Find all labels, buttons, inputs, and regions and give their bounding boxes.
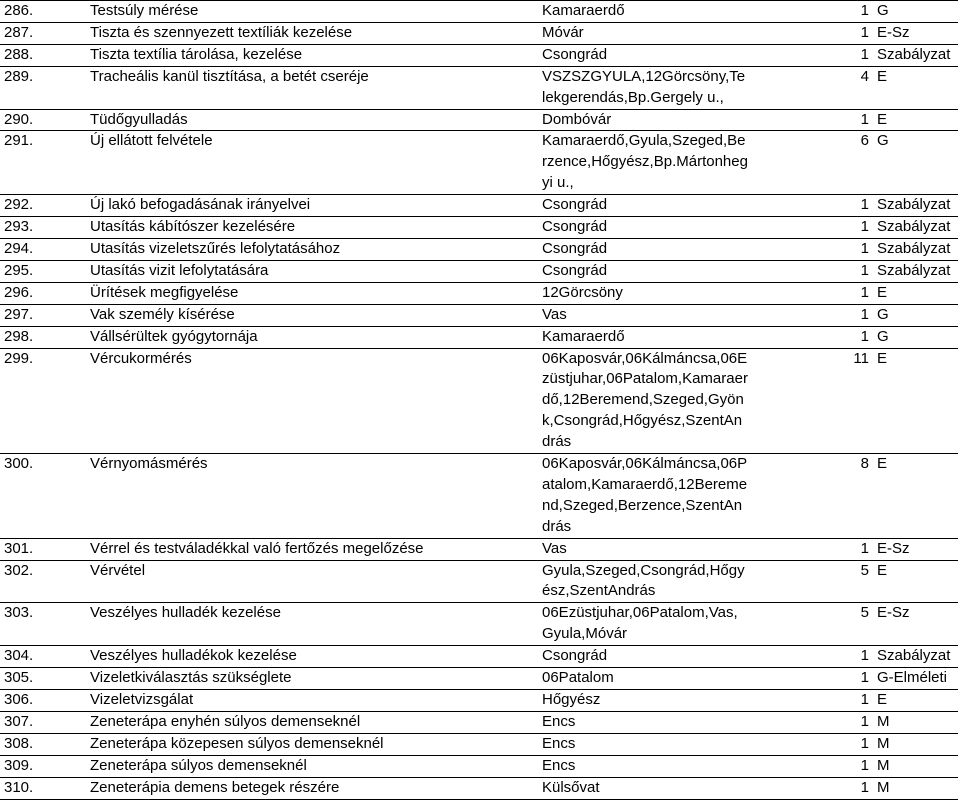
row-number: 293.: [4, 218, 34, 236]
location-cell: [538, 66, 820, 109]
location-line: nd,Szeged,Berzence,SzentAn: [542, 496, 743, 514]
table-row: [0, 733, 958, 755]
location-line: atalom,Kamaraerdő,12Bereme: [542, 475, 748, 493]
location-cell: [538, 777, 820, 799]
location-cell: [538, 711, 820, 733]
table-row: [0, 711, 958, 733]
row-number: 302.: [4, 561, 34, 579]
location-line: k,Csongrád,Hőgyész,SzentAn: [542, 412, 743, 430]
location-cell: [538, 755, 820, 777]
procedure-title: Utasítás vizeletszűrés lefolytatásához: [90, 239, 341, 257]
location-line: ész,SzentAndrás: [542, 582, 656, 600]
location-cell: [538, 326, 820, 348]
procedure-title: Új lakó befogadásának irányelvei: [90, 196, 311, 214]
location-line: drás: [542, 517, 572, 535]
location-line: Kamaraerdő: [542, 2, 625, 19]
location-line: Csongrád: [542, 647, 608, 665]
procedure-title: Új ellátott felvétele: [90, 132, 213, 150]
location-line: Encs: [542, 756, 576, 774]
location-cell: [538, 195, 820, 217]
row-number: 305.: [4, 669, 34, 687]
location-cell: [538, 1, 820, 23]
procedure-title: Vállsérültek gyógytornája: [90, 327, 258, 345]
type-cell: Szabályzat: [877, 239, 951, 257]
location-line: Encs: [542, 734, 576, 752]
table-body: [0, 1, 958, 800]
location-line: 06Patalom: [542, 669, 614, 687]
count-cell: 1: [860, 110, 869, 128]
location-line: Kamaraerdő,Gyula,Szeged,Be: [542, 132, 746, 150]
location-line: Hőgyész: [542, 691, 601, 708]
location-cell: [538, 690, 820, 712]
row-number: 297.: [4, 305, 34, 323]
table-row: [0, 22, 958, 44]
table-row: [0, 260, 958, 282]
procedure-title: Utasítás kábítószer kezelésére: [90, 218, 296, 236]
count-cell: 1: [860, 45, 869, 63]
location-cell: [538, 260, 820, 282]
type-cell: E: [877, 455, 888, 473]
row-number: 301.: [4, 539, 34, 557]
row-number: 291.: [4, 132, 34, 150]
location-line: 06Ezüstjuhar,06Patalom,Vas,: [542, 604, 738, 622]
count-cell: 4: [860, 67, 869, 85]
type-cell: M: [877, 734, 890, 752]
type-cell: E: [877, 67, 888, 85]
row-number: 290.: [4, 110, 34, 128]
type-cell: Szabályzat: [877, 261, 951, 279]
count-cell: 1: [860, 196, 869, 214]
table-row: [0, 668, 958, 690]
row-number: 310.: [4, 778, 34, 796]
row-number: 298.: [4, 327, 34, 345]
type-cell: G: [877, 2, 889, 19]
count-cell: 1: [860, 712, 869, 730]
location-line: Csongrád: [542, 196, 608, 214]
location-line: Csongrád: [542, 261, 608, 279]
location-line: yi u.,: [542, 174, 574, 192]
location-cell: [538, 560, 820, 603]
table-row: [0, 131, 958, 195]
row-number: 300.: [4, 455, 34, 473]
table-row: [0, 1, 958, 23]
type-cell: G: [877, 132, 889, 150]
count-cell: 1: [860, 669, 869, 687]
procedure-title: Veszélyes hulladékok kezelése: [90, 647, 297, 665]
count-cell: 1: [860, 734, 869, 752]
type-cell: E: [877, 110, 888, 128]
table-row: [0, 304, 958, 326]
location-cell: [538, 109, 820, 131]
table-row: [0, 560, 958, 603]
location-line: Csongrád: [542, 45, 608, 63]
type-cell: E-Sz: [877, 23, 910, 41]
type-cell: Szabályzat: [877, 196, 951, 214]
procedure-title: Vizeletvizsgálat: [90, 691, 194, 708]
type-cell: M: [877, 712, 890, 730]
procedure-title: Testsúly mérése: [90, 2, 199, 19]
table-row: [0, 66, 958, 109]
count-cell: 8: [860, 455, 869, 473]
row-number: 308.: [4, 734, 34, 752]
location-cell: [538, 348, 820, 454]
location-cell: [538, 304, 820, 326]
type-cell: G-Elméleti: [877, 669, 948, 687]
procedure-title: Utasítás vizit lefolytatására: [90, 261, 269, 279]
table-row: [0, 690, 958, 712]
location-cell: [538, 733, 820, 755]
row-number: 296.: [4, 283, 34, 301]
row-number: 303.: [4, 604, 34, 622]
row-number: 289.: [4, 67, 34, 85]
location-cell: [538, 217, 820, 239]
procedure-title: Vak személy kísérése: [90, 305, 235, 323]
location-cell: [538, 22, 820, 44]
type-cell: Szabályzat: [877, 218, 951, 236]
table-row: [0, 195, 958, 217]
type-cell: Szabályzat: [877, 647, 951, 665]
location-cell: [538, 668, 820, 690]
procedure-title: Tüdőgyulladás: [90, 110, 188, 128]
count-cell: 1: [860, 691, 869, 708]
count-cell: 1: [860, 218, 869, 236]
row-number: 287.: [4, 23, 34, 41]
procedure-title: Vérrel és testváladékkal való fertőzés megelőzése: [90, 539, 424, 557]
procedure-title: Veszélyes hulladék kezelése: [90, 604, 281, 622]
count-cell: 5: [860, 604, 869, 622]
count-cell: 11: [853, 349, 869, 367]
location-line: drás: [542, 433, 572, 451]
procedure-title: Zeneterápa enyhén súlyos demenseknél: [90, 712, 361, 730]
table-row: [0, 282, 958, 304]
location-line: Encs: [542, 712, 576, 730]
row-number: 294.: [4, 239, 34, 257]
table-row: [0, 326, 958, 348]
location-line: rzence,Hőgyész,Bp.Mártonheg: [542, 153, 748, 171]
location-line: 12Görcsöny: [542, 283, 623, 301]
table-row: [0, 454, 958, 539]
location-cell: [538, 131, 820, 195]
table-row: [0, 755, 958, 777]
location-line: Móvár: [542, 23, 584, 41]
type-cell: E: [877, 283, 888, 301]
type-cell: Szabályzat: [877, 45, 951, 63]
row-number: 306.: [4, 691, 34, 708]
count-cell: 1: [860, 778, 869, 796]
location-line: Csongrád: [542, 239, 608, 257]
table-row: [0, 217, 958, 239]
location-line: dő,12Beremend,Szeged,Gyön: [542, 391, 744, 409]
count-cell: 1: [860, 305, 869, 323]
location-cell: [538, 646, 820, 668]
procedure-title: Ürítések megfigyelése: [90, 283, 239, 301]
type-cell: E-Sz: [877, 604, 910, 622]
location-line: 06Kaposvár,06Kálmáncsa,06P: [542, 455, 748, 473]
table-row: [0, 538, 958, 560]
location-line: VSZSZGYULA,12Görcsöny,Te: [542, 67, 746, 85]
procedure-title: Tiszta textília tárolása, kezelése: [90, 45, 303, 63]
procedure-title: Vizeletkiválasztás szükséglete: [90, 669, 292, 687]
location-line: Csongrád: [542, 218, 608, 236]
count-cell: 1: [860, 23, 869, 41]
type-cell: M: [877, 756, 890, 774]
table-row: [0, 777, 958, 799]
type-cell: E: [877, 349, 888, 367]
table-row: [0, 238, 958, 260]
table-row: [0, 44, 958, 66]
type-cell: G: [877, 305, 889, 323]
location-cell: [538, 44, 820, 66]
row-number: 307.: [4, 712, 34, 730]
location-cell: [538, 603, 820, 646]
location-line: züstjuhar,06Patalom,Kamaraer: [542, 370, 748, 388]
table-row: [0, 348, 958, 454]
count-cell: 1: [860, 239, 869, 257]
type-cell: G: [877, 327, 889, 345]
type-cell: E-Sz: [877, 539, 910, 557]
row-number: 286.: [4, 2, 34, 19]
row-number: 309.: [4, 756, 34, 774]
table-row: [0, 646, 958, 668]
location-line: Vas: [542, 539, 567, 557]
location-line: 06Kaposvár,06Kálmáncsa,06E: [542, 349, 748, 367]
procedure-title: Vérvétel: [90, 561, 146, 579]
count-cell: 1: [860, 539, 869, 557]
procedure-title: Tracheális kanül tisztítása, a betét cseréje: [90, 67, 369, 85]
count-cell: 1: [860, 327, 869, 345]
procedure-title: Zeneterápa közepesen súlyos demenseknél: [90, 734, 384, 752]
location-line: lekgerendás,Bp.Gergely u.,: [542, 88, 724, 106]
type-cell: E: [877, 561, 888, 579]
procedure-title: Zeneterápia demens betegek részére: [90, 778, 340, 796]
count-cell: 1: [860, 2, 869, 19]
count-cell: 1: [860, 756, 869, 774]
count-cell: 1: [860, 283, 869, 301]
location-cell: [538, 454, 820, 539]
count-cell: 6: [860, 132, 869, 150]
procedure-title: Tiszta és szennyezett textíliák kezelése: [90, 23, 353, 41]
table-row: [0, 603, 958, 646]
procedure-title: Vérnyomásmérés: [90, 455, 208, 473]
count-cell: 1: [860, 647, 869, 665]
row-number: 295.: [4, 261, 34, 279]
row-number: 304.: [4, 647, 34, 665]
location-line: Gyula,Móvár: [542, 625, 628, 643]
type-cell: E: [877, 691, 888, 708]
location-cell: [538, 238, 820, 260]
type-cell: M: [877, 778, 890, 796]
procedure-title: Vércukormérés: [90, 349, 192, 367]
table-row: [0, 109, 958, 131]
location-line: Vas: [542, 305, 567, 323]
location-cell: [538, 538, 820, 560]
location-line: Kamaraerdő: [542, 327, 625, 345]
row-number: 292.: [4, 196, 34, 214]
location-line: Gyula,Szeged,Csongrád,Hőgy: [542, 561, 745, 579]
row-number: 288.: [4, 45, 34, 63]
procedure-title: Zeneterápa súlyos demenseknél: [90, 756, 307, 774]
count-cell: 5: [860, 561, 869, 579]
location-line: Külsővat: [542, 778, 600, 796]
location-line: Dombóvár: [542, 110, 612, 128]
row-number: 299.: [4, 349, 34, 367]
count-cell: 1: [860, 261, 869, 279]
location-cell: [538, 282, 820, 304]
